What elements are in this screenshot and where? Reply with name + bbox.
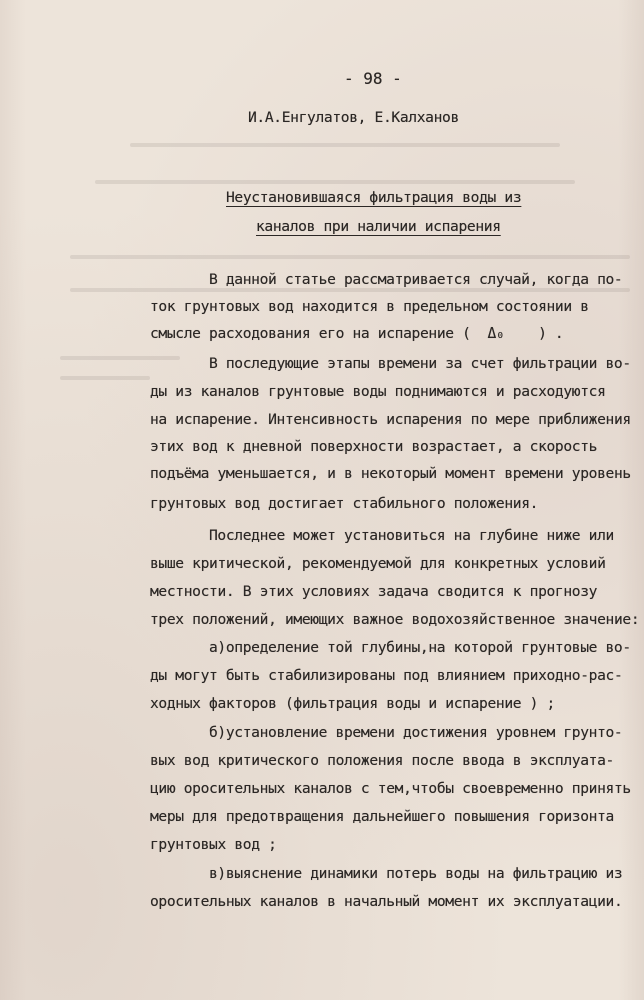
body-line-10: Последнее может установиться на глубине ниже или (209, 527, 614, 544)
body-line-9: грунтовых вод достигает стабильного положения. (150, 495, 539, 512)
body-line-18: вых вод критического положения после ввода в эксплуата- (150, 752, 614, 769)
title-line-1: Неустановившаяся фильтрация воды из (226, 189, 522, 206)
body-line-23: оросительных каналов в начальный момент их эксплуатации. (150, 893, 623, 910)
body-line-7: этих вод к дневной поверхности возрастает, а скорость (150, 438, 598, 455)
body-line-6: на испарение. Интенсивность испарения по мере приближения (150, 411, 631, 428)
authors: И.А.Енгулатов, Е.Калханов (248, 109, 459, 126)
body-line-20: меры для предотвращения дальнейшего повышения горизонта (150, 808, 614, 825)
body-line-2: ток грунтовых вод находится в предельном состоянии в (150, 298, 589, 315)
body-line-21: грунтовых вод ; (150, 836, 277, 853)
body-line-19: цию оросительных каналов с тем,чтобы своевременно принять (150, 780, 631, 797)
body-line-14: а)определение той глубины,на которой грунтовые во- (209, 639, 631, 656)
body-line-17: б)установление времени достижения уровнем грунто- (209, 724, 623, 741)
body-line-22: в)выяснение динамики потерь воды на фильтрацию из (209, 865, 623, 882)
body-line-1: В данной статье рассматривается случай, когда по- (209, 271, 623, 288)
page-number: - 98 - (344, 69, 402, 88)
body-line-3: смысле расходования его на испарение ( Δ₀ ) . (150, 325, 564, 342)
body-line-8: подъёма уменьшается, и в некоторый момент времени уровень (150, 465, 631, 482)
body-line-16: ходных факторов (фильтрация воды и испарение ) ; (150, 695, 555, 712)
body-line-12: местности. В этих условиях задача сводится к прогнозу (150, 583, 598, 600)
body-line-13: трех положений, имеющих важное водохозяйственное значение: (150, 611, 640, 628)
body-line-5: ды из каналов грунтовые воды поднимаются и расходуются (150, 383, 606, 400)
body-line-11: выше критической, рекомендуемой для конкретных условий (150, 555, 606, 572)
body-line-4: В последующие этапы времени за счет фильтрации во- (209, 355, 631, 372)
body-line-15: ды могут быть стабилизированы под влиянием приходно-рас- (150, 667, 623, 684)
title-line-2: каналов при наличии испарения (256, 218, 501, 235)
